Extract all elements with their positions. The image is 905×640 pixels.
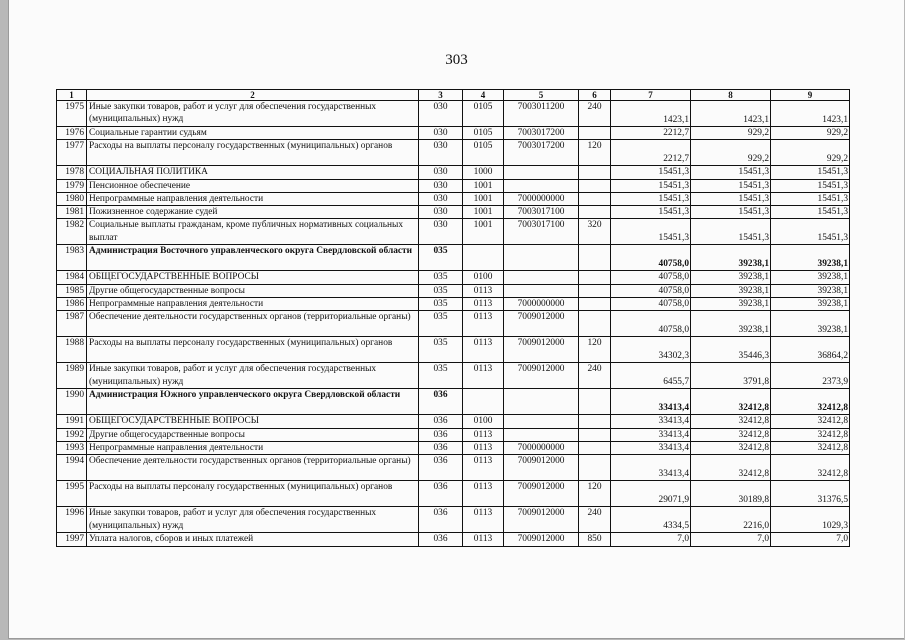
row-number: 1994 [57,455,87,481]
value-year-3: 15451,3 [771,166,850,179]
section-code: 0113 [463,298,504,311]
value-year-3: 32412,8 [771,455,850,481]
section-code: 0113 [463,284,504,297]
admin-code: 030 [419,140,463,166]
row-name: Администрация Восточного управленческого округа Свердловской области [87,245,419,271]
section-code: 1001 [463,219,504,245]
admin-code: 030 [419,101,463,127]
table-body [57,101,850,547]
admin-code: 036 [419,389,463,415]
table-row [57,363,850,389]
value-year-2: 39238,1 [691,311,771,337]
expense-type-code [579,192,611,205]
value-year-2: 39238,1 [691,271,771,284]
table-row [57,284,850,297]
admin-code: 035 [419,271,463,284]
value-year-2: 15451,3 [691,219,771,245]
row-name: Расходы на выплаты персоналу государственных (муниципальных) органов [87,481,419,507]
row-number: 1990 [57,389,87,415]
table-row [57,127,850,140]
row-name: Непрограммные направления деятельности [87,441,419,454]
row-number: 1996 [57,507,87,533]
value-year-2: 32412,8 [691,455,771,481]
target-code: 7003017200 [504,127,579,140]
table-row [57,441,850,454]
table-row [57,245,850,271]
expense-type-code [579,389,611,415]
column-header: 8 [691,90,771,101]
value-year-1: 15451,3 [611,206,691,219]
target-code: 7003011200 [504,101,579,127]
table-row [57,337,850,363]
section-code: 0113 [463,441,504,454]
value-year-2: 15451,3 [691,166,771,179]
target-code: 7003017100 [504,206,579,219]
admin-code: 035 [419,311,463,337]
value-year-1: 15451,3 [611,219,691,245]
value-year-3: 39238,1 [771,245,850,271]
row-number: 1993 [57,441,87,454]
value-year-1: 4334,5 [611,507,691,533]
section-code: 0105 [463,127,504,140]
value-year-1: 15451,3 [611,179,691,192]
section-code: 0113 [463,311,504,337]
section-code: 0105 [463,140,504,166]
value-year-3: 32412,8 [771,428,850,441]
row-name: Непрограммные направления деятельности [87,192,419,205]
target-code [504,428,579,441]
expense-type-code [579,441,611,454]
expense-type-code: 240 [579,507,611,533]
value-year-1: 29071,9 [611,481,691,507]
row-name: Другие общегосударственные вопросы [87,428,419,441]
value-year-2: 15451,3 [691,192,771,205]
row-number: 1987 [57,311,87,337]
row-name: Расходы на выплаты персоналу государственных (муниципальных) органов [87,140,419,166]
value-year-3: 2373,9 [771,363,850,389]
expense-type-code: 320 [579,219,611,245]
section-code: 1000 [463,166,504,179]
table-row [57,101,850,127]
value-year-3: 15451,3 [771,219,850,245]
value-year-3: 32412,8 [771,415,850,428]
row-number: 1985 [57,284,87,297]
value-year-3: 1029,3 [771,507,850,533]
section-code: 0105 [463,101,504,127]
admin-code: 030 [419,166,463,179]
value-year-3: 32412,8 [771,441,850,454]
expense-type-code [579,245,611,271]
table-row [57,179,850,192]
section-code: 0100 [463,271,504,284]
value-year-3: 39238,1 [771,271,850,284]
admin-code: 030 [419,206,463,219]
value-year-1: 33413,4 [611,428,691,441]
target-code: 7009012000 [504,533,579,546]
column-header: 7 [611,90,691,101]
section-code: 0113 [463,428,504,441]
target-code: 7009012000 [504,311,579,337]
value-year-3: 929,2 [771,127,850,140]
expense-type-code [579,206,611,219]
table-row [57,455,850,481]
expense-type-code [579,311,611,337]
column-header: 1 [57,90,87,101]
value-year-2: 15451,3 [691,206,771,219]
expense-type-code [579,455,611,481]
value-year-1: 7,0 [611,533,691,546]
value-year-2: 929,2 [691,127,771,140]
target-code: 7009012000 [504,507,579,533]
row-number: 1982 [57,219,87,245]
admin-code: 030 [419,192,463,205]
section-code: 0113 [463,507,504,533]
row-name: Иные закупки товаров, работ и услуг для обеспечения государственных (муниципальных) нужд [87,507,419,533]
value-year-3: 15451,3 [771,206,850,219]
row-name: Социальные гарантии судьям [87,127,419,140]
row-name: СОЦИАЛЬНАЯ ПОЛИТИКА [87,166,419,179]
value-year-2: 39238,1 [691,298,771,311]
value-year-1: 40758,0 [611,284,691,297]
table-row [57,507,850,533]
value-year-1: 2212,7 [611,140,691,166]
table-row [57,219,850,245]
section-code: 1001 [463,192,504,205]
value-year-3: 929,2 [771,140,850,166]
value-year-1: 40758,0 [611,245,691,271]
value-year-3: 15451,3 [771,179,850,192]
value-year-3: 15451,3 [771,192,850,205]
admin-code: 036 [419,415,463,428]
row-number: 1977 [57,140,87,166]
row-name: Обеспечение деятельности государственных органов (территориальные органы) [87,311,419,337]
row-name: Социальные выплаты гражданам, кроме публичных нормативных социальных выплат [87,219,419,245]
value-year-1: 40758,0 [611,271,691,284]
column-header: 3 [419,90,463,101]
document-page [8,0,904,639]
column-header: 9 [771,90,850,101]
row-name: ОБЩЕГОСУДАРСТВЕННЫЕ ВОПРОСЫ [87,415,419,428]
row-name: Иные закупки товаров, работ и услуг для обеспечения государственных (муниципальных) нужд [87,101,419,127]
expense-type-code [579,415,611,428]
table-row [57,389,850,415]
row-name: Пожизненное содержание судей [87,206,419,219]
value-year-1: 6455,7 [611,363,691,389]
admin-code: 036 [419,455,463,481]
section-code [463,389,504,415]
budget-table [56,89,850,547]
value-year-2: 32412,8 [691,428,771,441]
target-code [504,166,579,179]
value-year-1: 40758,0 [611,298,691,311]
admin-code: 030 [419,127,463,140]
value-year-2: 2216,0 [691,507,771,533]
value-year-3: 7,0 [771,533,850,546]
table-row [57,206,850,219]
row-name: ОБЩЕГОСУДАРСТВЕННЫЕ ВОПРОСЫ [87,271,419,284]
row-number: 1976 [57,127,87,140]
value-year-3: 31376,5 [771,481,850,507]
target-code: 7003017100 [504,219,579,245]
admin-code: 036 [419,428,463,441]
value-year-1: 33413,4 [611,415,691,428]
value-year-1: 2212,7 [611,127,691,140]
value-year-2: 32412,8 [691,415,771,428]
row-number: 1988 [57,337,87,363]
row-number: 1995 [57,481,87,507]
expense-type-code [579,298,611,311]
table-row [57,533,850,546]
column-header: 4 [463,90,504,101]
row-name: Уплата налогов, сборов и иных платежей [87,533,419,546]
value-year-2: 929,2 [691,140,771,166]
value-year-2: 15451,3 [691,179,771,192]
value-year-1: 15451,3 [611,192,691,205]
value-year-2: 3791,8 [691,363,771,389]
value-year-3: 39238,1 [771,298,850,311]
target-code [504,284,579,297]
row-name: Администрация Южного управленческого округа Свердловской области [87,389,419,415]
expense-type-code [579,428,611,441]
admin-code: 036 [419,441,463,454]
table-row [57,428,850,441]
target-code [504,245,579,271]
target-code: 7000000000 [504,192,579,205]
value-year-2: 30189,8 [691,481,771,507]
admin-code: 036 [419,507,463,533]
section-code: 0113 [463,337,504,363]
expense-type-code [579,284,611,297]
admin-code: 035 [419,298,463,311]
value-year-1: 15451,3 [611,166,691,179]
row-number: 1980 [57,192,87,205]
value-year-1: 1423,1 [611,101,691,127]
row-number: 1989 [57,363,87,389]
target-code: 7009012000 [504,455,579,481]
row-name: Иные закупки товаров, работ и услуг для обеспечения государственных (муниципальных) нужд [87,363,419,389]
row-number: 1983 [57,245,87,271]
value-year-2: 39238,1 [691,245,771,271]
target-code: 7000000000 [504,298,579,311]
admin-code: 035 [419,245,463,271]
table-header-row [57,90,850,101]
target-code: 7009012000 [504,337,579,363]
table-row [57,481,850,507]
value-year-1: 33413,4 [611,441,691,454]
value-year-1: 40758,0 [611,311,691,337]
expense-type-code [579,127,611,140]
expense-type-code [579,166,611,179]
section-code: 1001 [463,206,504,219]
value-year-2: 39238,1 [691,284,771,297]
value-year-2: 7,0 [691,533,771,546]
admin-code: 030 [419,219,463,245]
row-name: Расходы на выплаты персоналу государственных (муниципальных) органов [87,337,419,363]
expense-type-code [579,179,611,192]
table-row [57,311,850,337]
value-year-3: 39238,1 [771,311,850,337]
value-year-2: 32412,8 [691,389,771,415]
value-year-3: 1423,1 [771,101,850,127]
expense-type-code: 120 [579,140,611,166]
column-header: 2 [87,90,419,101]
row-number: 1975 [57,101,87,127]
row-number: 1984 [57,271,87,284]
value-year-2: 35446,3 [691,337,771,363]
table-row [57,298,850,311]
section-code: 0113 [463,455,504,481]
value-year-1: 33413,4 [611,455,691,481]
table-row [57,192,850,205]
expense-type-code: 240 [579,363,611,389]
admin-code: 036 [419,481,463,507]
target-code: 7009012000 [504,363,579,389]
target-code [504,415,579,428]
admin-code: 035 [419,337,463,363]
admin-code: 036 [419,533,463,546]
row-name: Другие общегосударственные вопросы [87,284,419,297]
page-number: 303 [445,52,468,68]
table-row [57,166,850,179]
expense-type-code: 120 [579,481,611,507]
section-code: 0113 [463,481,504,507]
value-year-3: 32412,8 [771,389,850,415]
expense-type-code: 240 [579,101,611,127]
value-year-1: 33413,4 [611,389,691,415]
row-number: 1979 [57,179,87,192]
row-number: 1981 [57,206,87,219]
table-row [57,271,850,284]
section-code: 0113 [463,533,504,546]
row-name: Обеспечение деятельности государственных органов (территориальные органы) [87,455,419,481]
table-row [57,140,850,166]
target-code: 7003017200 [504,140,579,166]
expense-type-code: 120 [579,337,611,363]
value-year-2: 1423,1 [691,101,771,127]
row-number: 1978 [57,166,87,179]
target-code [504,179,579,192]
row-number: 1997 [57,533,87,546]
admin-code: 030 [419,179,463,192]
section-code: 0100 [463,415,504,428]
target-code [504,389,579,415]
row-number: 1991 [57,415,87,428]
table-row [57,415,850,428]
target-code: 7009012000 [504,481,579,507]
expense-type-code [579,271,611,284]
column-header: 5 [504,90,579,101]
value-year-1: 34302,3 [611,337,691,363]
section-code [463,245,504,271]
row-number: 1992 [57,428,87,441]
admin-code: 035 [419,284,463,297]
value-year-3: 39238,1 [771,284,850,297]
admin-code: 035 [419,363,463,389]
target-code [504,271,579,284]
section-code: 0113 [463,363,504,389]
expense-type-code: 850 [579,533,611,546]
row-name: Непрограммные направления деятельности [87,298,419,311]
section-code: 1001 [463,179,504,192]
target-code: 7000000000 [504,441,579,454]
value-year-3: 36864,2 [771,337,850,363]
column-header: 6 [579,90,611,101]
row-name: Пенсионное обеспечение [87,179,419,192]
value-year-2: 32412,8 [691,441,771,454]
row-number: 1986 [57,298,87,311]
